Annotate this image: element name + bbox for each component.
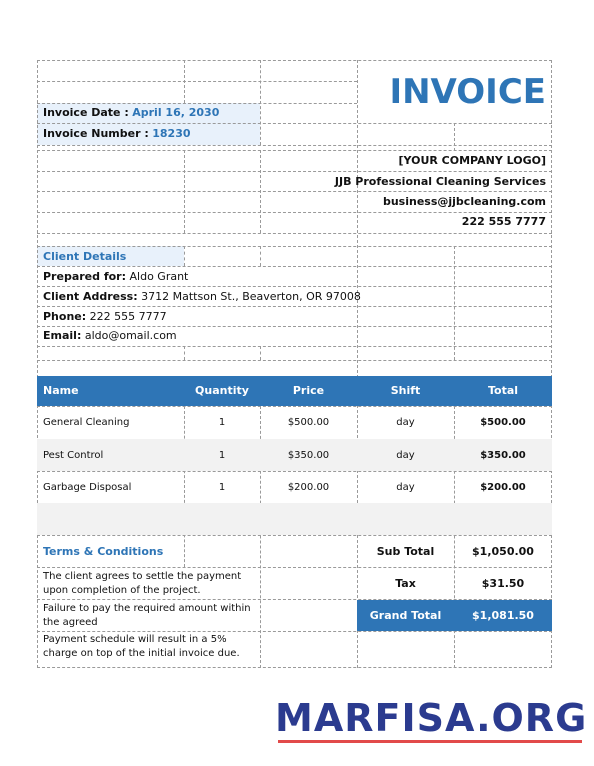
- invoice-date-label: Invoice Date :: [43, 106, 129, 119]
- grid-v: [454, 246, 455, 360]
- grid-h: [37, 360, 552, 361]
- grid-v: [260, 150, 261, 233]
- table-row-empty: [37, 503, 552, 535]
- client-email-label: Email:: [43, 329, 82, 342]
- grand-total-bar: [357, 600, 552, 631]
- grid-v: [454, 123, 455, 151]
- grid-h: [37, 246, 552, 247]
- grid-h: [37, 123, 552, 124]
- header-shift: Shift: [390, 384, 421, 397]
- grid-h: [37, 535, 552, 536]
- grid-h: [37, 212, 552, 213]
- row-shift: day: [396, 450, 415, 461]
- grid-h: [37, 326, 552, 327]
- terms-line-1: The client agrees to settle the payment upon completion of the project.: [43, 571, 242, 596]
- subtotal-label: Sub Total: [376, 545, 435, 558]
- client-prepared-value: Aldo Grant: [129, 270, 189, 283]
- grid-h: [37, 60, 552, 61]
- marfisa-logo-text: MARFISA.ORG: [275, 696, 588, 740]
- client-prepared-for: [43, 270, 188, 284]
- table-row: [37, 406, 552, 439]
- header-price: Price: [292, 384, 325, 397]
- grid-v: [260, 346, 261, 360]
- row-name: Garbage Disposal: [43, 482, 132, 493]
- client-address: [43, 290, 361, 304]
- grand-total-label: Grand Total: [369, 609, 442, 622]
- grid-h: [37, 233, 552, 234]
- row-quantity: 1: [218, 417, 226, 428]
- marfisa-underline: [278, 740, 582, 743]
- grid-v: [184, 60, 185, 103]
- tax-value: $31.50: [481, 577, 525, 590]
- header-name: Name: [43, 384, 79, 397]
- invoice-title: INVOICE: [389, 72, 546, 112]
- grid-h: [37, 150, 552, 151]
- row-total: $350.00: [480, 450, 526, 461]
- row-quantity: 1: [218, 482, 226, 493]
- row-shift: day: [396, 482, 415, 493]
- client-details-title: Client Details: [43, 250, 127, 263]
- row-name: General Cleaning: [43, 417, 130, 428]
- client-address-value: 3712 Mattson St., Beaverton, OR 97008: [141, 290, 361, 303]
- grid-v: [184, 346, 185, 360]
- company-email: business@jjbcleaning.com: [382, 195, 546, 208]
- grid-v: [260, 246, 261, 266]
- row-price: $500.00: [287, 417, 330, 428]
- company-logo-placeholder: [YOUR COMPANY LOGO]: [398, 154, 546, 167]
- header-total: Total: [487, 384, 519, 397]
- terms-line-3: Payment schedule will result in a 5% charge on top of the initial invoice due.: [43, 634, 240, 659]
- grand-total-value: $1,081.50: [472, 609, 534, 622]
- company-phone: 222 555 7777: [461, 215, 546, 228]
- client-phone-label: Phone:: [43, 310, 87, 323]
- grid-h: [37, 191, 552, 192]
- invoice-date-value: April 16, 2030: [132, 106, 220, 119]
- row-price: $200.00: [287, 482, 330, 493]
- grid-h: [37, 103, 357, 104]
- grid-v: [184, 246, 185, 266]
- table-row: [37, 471, 552, 503]
- grid-h: [37, 667, 552, 668]
- invoice-date: [43, 106, 219, 120]
- subtotal-value: $1,050.00: [472, 545, 534, 558]
- grid-h: [37, 266, 552, 267]
- row-total: $500.00: [480, 417, 526, 428]
- invoice-number-value: 18230: [152, 127, 191, 140]
- invoice-number-label: Invoice Number :: [43, 127, 149, 140]
- header-quantity: Quantity: [195, 384, 249, 397]
- grid-h: [37, 631, 552, 632]
- client-prepared-label: Prepared for:: [43, 270, 126, 283]
- grid-h: [37, 286, 552, 287]
- client-phone: [43, 310, 167, 324]
- invoice-number: [43, 127, 191, 141]
- grid-h: [37, 567, 552, 568]
- grid-h: [37, 306, 552, 307]
- table-row: [37, 439, 552, 471]
- grid-h: [37, 81, 357, 82]
- client-email-value: aldo@omail.com: [84, 329, 177, 342]
- company-name: JJB Professional Cleaning Services: [334, 175, 546, 188]
- invoice-sheet: [37, 60, 552, 668]
- table-header: [37, 376, 552, 406]
- client-address-label: Client Address:: [43, 290, 138, 303]
- marfisa-logo: [275, 696, 587, 740]
- row-total: $200.00: [480, 482, 526, 493]
- row-shift: day: [396, 417, 415, 428]
- row-price: $350.00: [287, 450, 330, 461]
- grid-v: [37, 60, 38, 668]
- grid-h: [37, 145, 552, 146]
- grid-v: [184, 150, 185, 233]
- client-email: [43, 329, 177, 343]
- tax-label: Tax: [395, 577, 416, 590]
- row-quantity: 1: [218, 450, 226, 461]
- grid-h: [37, 346, 552, 347]
- row-name: Pest Control: [43, 450, 104, 461]
- client-phone-value: 222 555 7777: [89, 310, 167, 323]
- terms-title: Terms & Conditions: [43, 545, 164, 558]
- grid-h: [37, 171, 552, 172]
- terms-line-2: Failure to pay the required amount within the agreed: [43, 603, 251, 628]
- grid-v: [260, 60, 261, 145]
